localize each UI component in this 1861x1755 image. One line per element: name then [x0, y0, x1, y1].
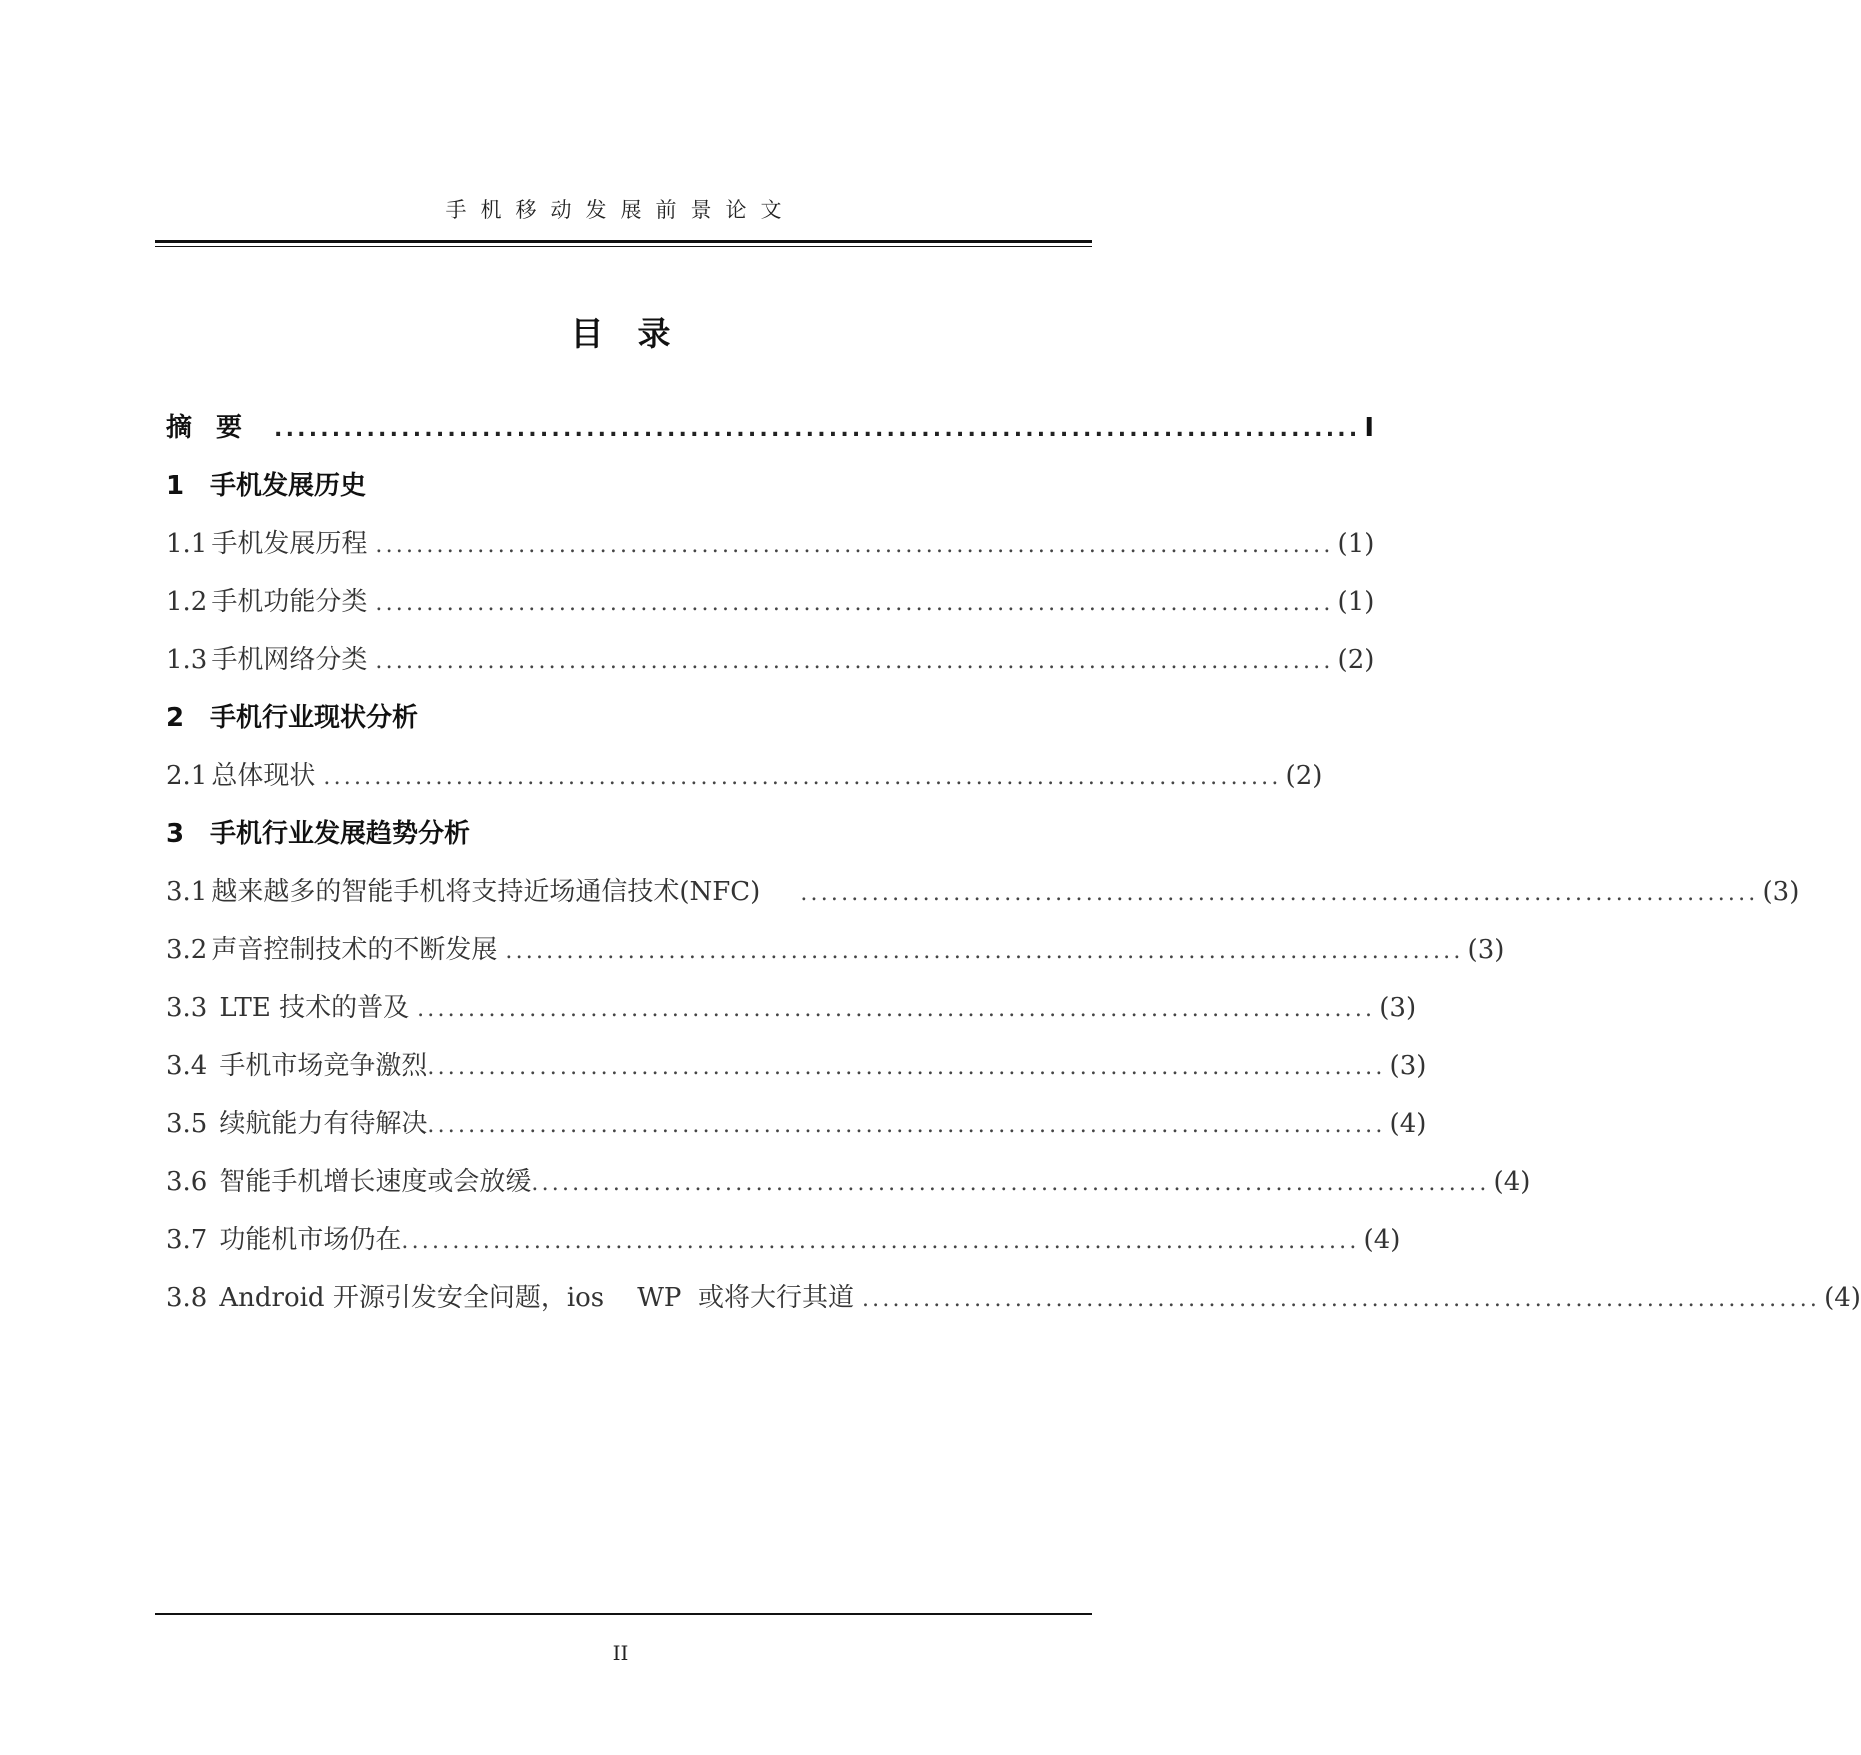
running-header-title: 手机移动发展前景论文 [445, 198, 796, 222]
toc-section-title: 手机发展历史 [210, 471, 367, 501]
toc-entry-number: 3.5 [166, 1109, 208, 1139]
toc-entry-title: 续航能力有待解决 [219, 1109, 428, 1139]
toc-entry-abstract[interactable] [166, 408, 1375, 448]
toc-entry-number: 1.3 [166, 645, 208, 675]
toc-entry-number: 2.1 [166, 761, 208, 791]
toc-entry[interactable] [166, 640, 1375, 680]
toc-entry-page: (3) [1389, 1051, 1427, 1081]
toc-entry-page: (3) [1467, 935, 1505, 965]
toc-entry-title: 手机市场竞争激烈 [219, 1051, 428, 1081]
toc-section-title: 手机行业发展趋势分析 [210, 819, 471, 849]
toc-entry-title: 功能机市场仍在 [219, 1225, 402, 1255]
toc-dot-leader: .............................................................................................. [427, 1113, 1386, 1138]
toc-entry-title: 手机功能分类 [211, 587, 368, 617]
toc-section-title: 手机行业现状分析 [210, 703, 419, 733]
toc-entry-page: (1) [1337, 529, 1375, 559]
toc-heading: 目录 [570, 314, 705, 353]
toc-entry[interactable] [166, 988, 1417, 1028]
toc-entry-number: 1.2 [166, 587, 208, 617]
toc-dot-leader: .............................................................................................. [375, 591, 1334, 616]
toc-entry-title: LTE 技术的普及 [219, 993, 410, 1023]
toc-entry-page: (4) [1363, 1225, 1401, 1255]
toc-entry[interactable] [166, 756, 1323, 796]
toc-entry-page: I [1364, 413, 1375, 443]
toc-entry-page: (2) [1285, 761, 1323, 791]
toc-dot-leader: .............................................................................................. [417, 997, 1376, 1022]
toc-entry[interactable] [166, 872, 1800, 912]
footer-rule [155, 1613, 1092, 1615]
header-rule-thin [155, 246, 1092, 247]
toc-entry-title: 手机发展历程 [211, 529, 368, 559]
toc-entry-page: (4) [1493, 1167, 1531, 1197]
toc-entry-number: 3.3 [166, 993, 208, 1023]
toc-dot-leader: .............................................................................................. [401, 1229, 1360, 1254]
toc-entry-number: 1.1 [166, 529, 208, 559]
toc-entry[interactable] [166, 1046, 1427, 1086]
toc-dot-leader: .............................................................................................. [375, 649, 1334, 674]
toc-dot-leader: .............................................................................................. [531, 1171, 1490, 1196]
toc-entry-page: (4) [1824, 1283, 1861, 1313]
toc-entry-title: 智能手机增长速度或会放缓 [219, 1167, 532, 1197]
header-rule-thick [155, 240, 1092, 243]
toc-dot-leader: .............................................................................................. [274, 417, 1361, 442]
toc-section-number: 3 [166, 819, 185, 849]
toc-entry-title: Android 开源引发安全问题，ios WP 或将大行其道 [219, 1283, 854, 1313]
toc-entry[interactable] [166, 1162, 1531, 1202]
toc-section-heading[interactable] [166, 698, 1090, 738]
toc-entry-page: (2) [1337, 645, 1375, 675]
toc-dot-leader: .............................................................................................. [861, 1287, 1821, 1312]
toc-entry-title: 总体现状 [211, 761, 316, 791]
toc-section-number: 2 [166, 703, 185, 733]
toc-entry[interactable] [166, 1278, 1861, 1318]
toc-entry-number: 3.8 [166, 1283, 208, 1313]
toc-entry[interactable] [166, 524, 1375, 564]
toc-dot-leader: .............................................................................................. [505, 939, 1464, 964]
toc-entry-title: 越来越多的智能手机将支持近场通信技术(NFC) [211, 877, 761, 907]
toc-section-heading[interactable] [166, 466, 1090, 506]
toc-dot-leader: .............................................................................................. [375, 533, 1334, 558]
toc-dot-leader: .............................................................................................. [427, 1055, 1386, 1080]
toc-entry-number: 3.2 [166, 935, 208, 965]
toc-section-number: 1 [166, 471, 185, 501]
page-number: II [612, 1641, 629, 1665]
toc-entry-number: 3.4 [166, 1051, 208, 1081]
toc-entry[interactable] [166, 930, 1505, 970]
toc-section-heading[interactable] [166, 814, 1090, 854]
toc-entry-number: 3.1 [166, 877, 208, 907]
toc-entry-title: 声音控制技术的不断发展 [211, 935, 498, 965]
toc-entry-title: 摘要 [166, 413, 267, 443]
toc-entry[interactable] [166, 582, 1375, 622]
toc-dot-leader: .............................................................................................. [323, 765, 1282, 790]
toc-dot-leader: .............................................................................................. [800, 881, 1759, 906]
toc-entry-title: 手机网络分类 [211, 645, 368, 675]
toc-entry-page: (3) [1762, 877, 1800, 907]
toc-entry-page: (1) [1337, 587, 1375, 617]
toc-entry-page: (3) [1379, 993, 1417, 1023]
toc-entry-number: 3.6 [166, 1167, 208, 1197]
toc-entry[interactable] [166, 1220, 1401, 1260]
toc-entry[interactable] [166, 1104, 1427, 1144]
toc-entry-number: 3.7 [166, 1225, 208, 1255]
toc-entry-page: (4) [1389, 1109, 1427, 1139]
